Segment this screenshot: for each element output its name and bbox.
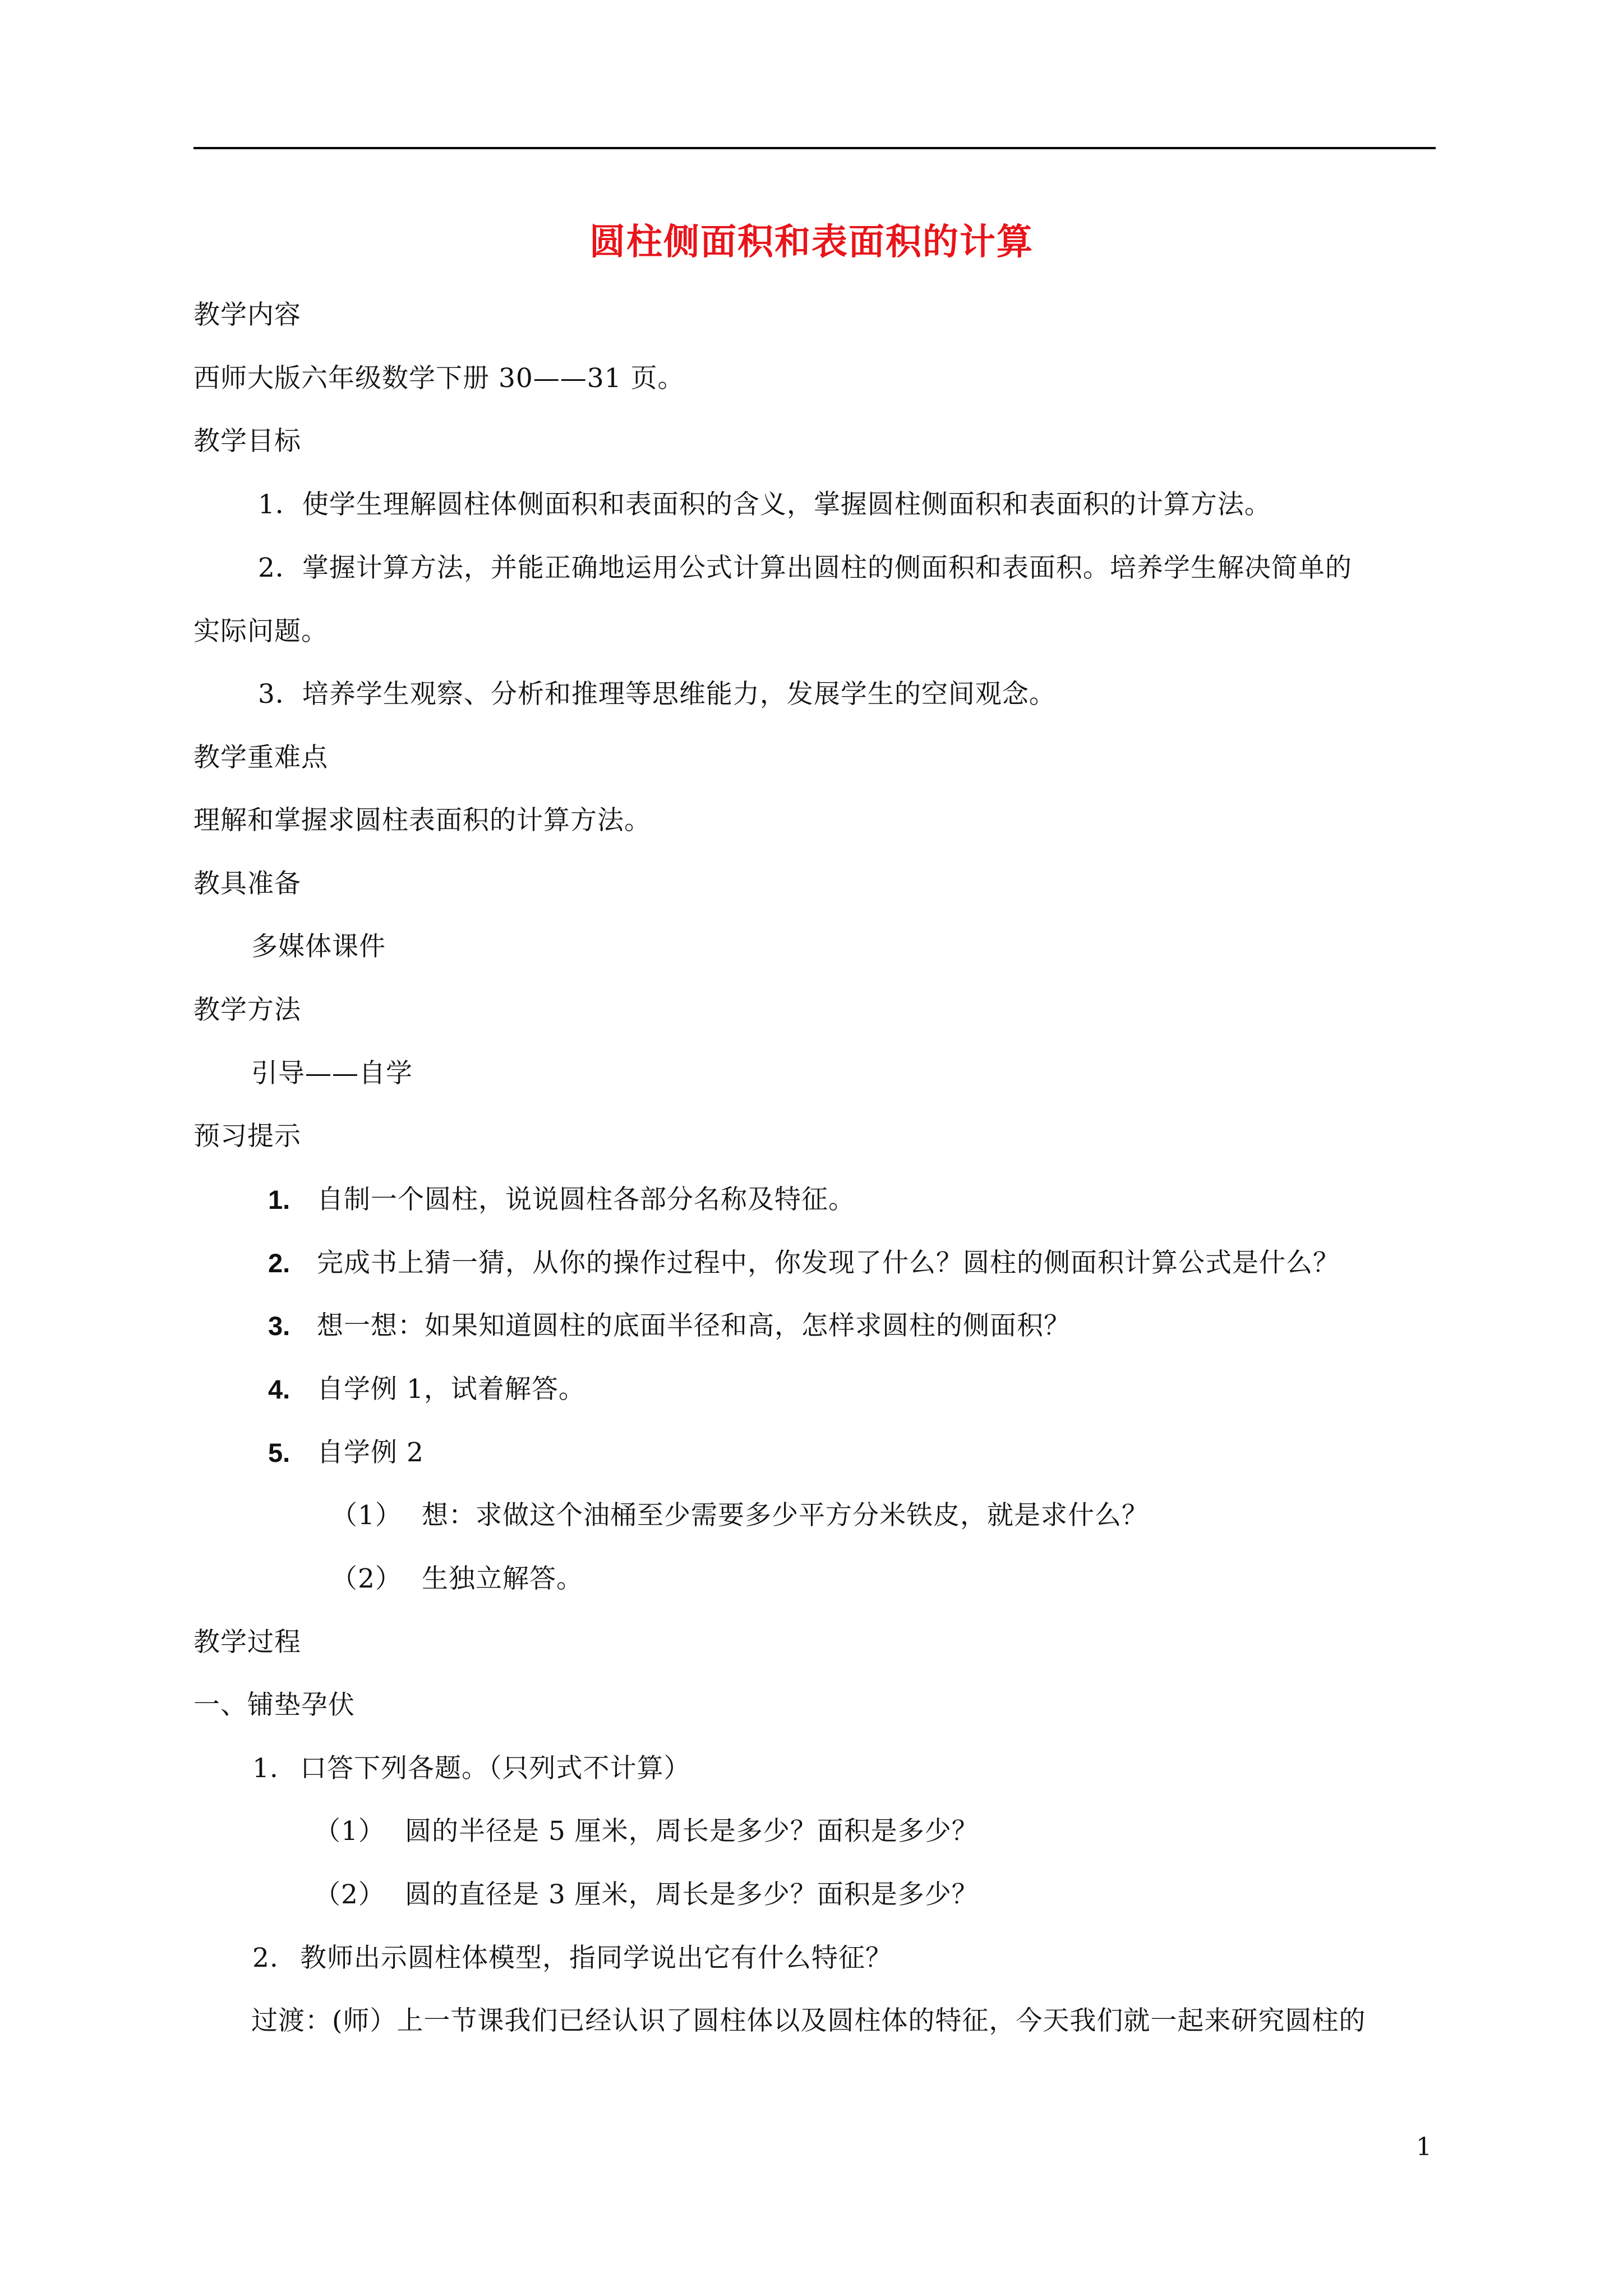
goal-2-line-2: 实际问题。 (193, 616, 328, 647)
preview-sub-number: （1） (331, 1500, 402, 1531)
preview-item-text: 自学例 2 (317, 1437, 424, 1468)
document-title: 圆柱侧面积和表面积的计算 (589, 221, 1034, 263)
preview-item-number: 1. (268, 1185, 291, 1214)
part1-item-text: 口答下列各题。（只列式不计算） (300, 1753, 691, 1784)
part1-sub-text: 圆的半径是 5 厘米，周长是多少？面积是多少？ (405, 1816, 979, 1847)
preview-item-number: 5. (268, 1438, 291, 1467)
page-number: 1 (1416, 2133, 1432, 2161)
preview-item-number: 2. (268, 1248, 291, 1278)
header-rule (193, 147, 1436, 149)
heading-part-1: 一、铺垫孕伏 (193, 1690, 355, 1720)
heading-teaching-method: 教学方法 (193, 995, 301, 1025)
goal-1: 1．使学生理解圆柱体侧面积和表面积的含义，掌握圆柱侧面积和表面积的计算方法。 (258, 489, 1271, 520)
goal-2-line-1: 2．掌握计算方法，并能正确地运用公式计算出圆柱的侧面积和表面积。培养学生解决简单的 (258, 553, 1352, 583)
teaching-content-text: 西师大版六年级数学下册 30——31 页。 (193, 363, 685, 394)
teaching-tools-text: 多媒体课件 (251, 931, 386, 962)
goal-3: 3．培养学生观察、分析和推理等思维能力，发展学生的空间观念。 (258, 679, 1056, 710)
preview-item-number: 3. (268, 1311, 291, 1341)
part1-item-text: 教师出示圆柱体模型，指同学说出它有什么特征？ (300, 1943, 892, 1973)
heading-teaching-tools: 教具准备 (193, 868, 301, 899)
key-points-text: 理解和掌握求圆柱表面积的计算方法。 (193, 805, 651, 836)
transition-text: 过渡：(师）上一节课我们已经认识了圆柱体以及圆柱体的特征，今天我们就一起来研究圆柱的 (251, 2005, 1366, 2036)
preview-item-text: 自学例 1，试着解答。 (317, 1374, 585, 1405)
heading-teaching-process: 教学过程 (193, 1627, 301, 1658)
preview-item-text: 完成书上猜一猜，从你的操作过程中，你发现了什么？圆柱的侧面积计算公式是什么？ (317, 1248, 1340, 1278)
part1-item-number: 2. (252, 1943, 279, 1973)
teaching-method-text: 引导——自学 (251, 1058, 413, 1089)
preview-sub-number: （2） (331, 1563, 402, 1594)
preview-sub-text: 想：求做这个油桶至少需要多少平方分米铁皮，就是求什么？ (422, 1500, 1149, 1531)
preview-item-number: 4. (268, 1374, 291, 1404)
heading-teaching-goals: 教学目标 (193, 426, 301, 457)
heading-preview-tips: 预习提示 (193, 1121, 301, 1152)
part1-sub-number: （2） (314, 1879, 385, 1910)
preview-item-text: 自制一个圆柱，说说圆柱各部分名称及特征。 (317, 1184, 855, 1215)
part1-item-number: 1. (252, 1753, 279, 1784)
part1-sub-text: 圆的直径是 3 厘米，周长是多少？面积是多少？ (405, 1879, 979, 1910)
preview-item-text: 想一想：如果知道圆柱的底面半径和高，怎样求圆柱的侧面积？ (317, 1310, 1071, 1341)
preview-sub-text: 生独立解答。 (422, 1563, 583, 1594)
heading-teaching-content: 教学内容 (193, 300, 301, 330)
part1-sub-number: （1） (314, 1816, 385, 1847)
heading-key-points: 教学重难点 (193, 742, 328, 773)
